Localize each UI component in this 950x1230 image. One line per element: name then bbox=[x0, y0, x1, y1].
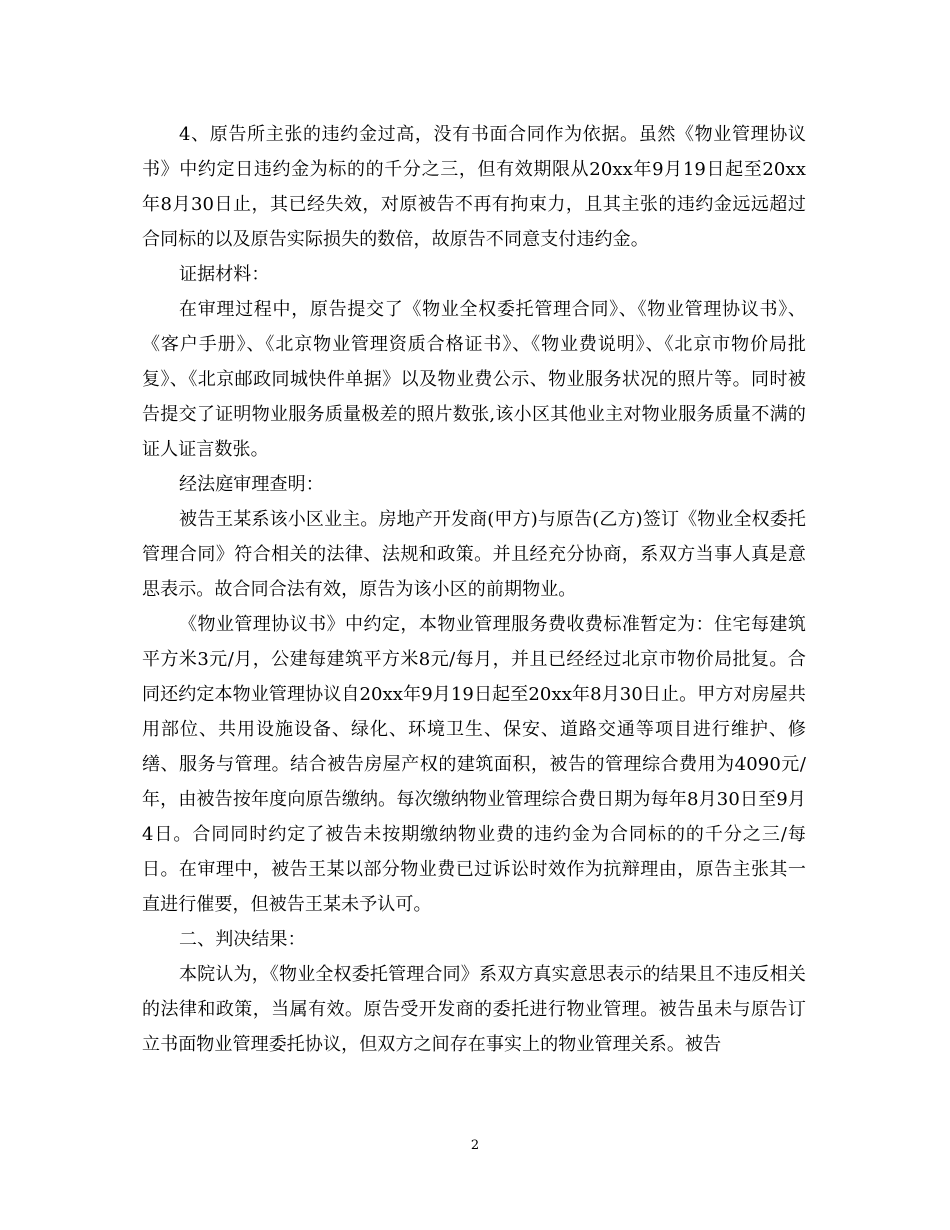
document-body bbox=[142, 117, 806, 1062]
heading-evidence: 证据材料： bbox=[179, 264, 270, 285]
paragraph-findings-contract: 被告王某系该小区业主。房地产开发商(甲方)与原告(乙方)签订《物业全权委托管理合同》符合相关的法律、法规和政策。并且经充分协商，系双方当事人真是意思表示。故合同合法有效，原告为该小区的前期物业。 bbox=[142, 509, 806, 600]
page-number: 2 bbox=[470, 1138, 480, 1153]
heading-judgment: 二、判决结果： bbox=[179, 929, 306, 950]
paragraph-judgment: 本院认为，《物业全权委托管理合同》系双方真实意思表示的结果且不违反相关的法律和政策，当属有效。原告受开发商的委托进行物业管理。被告虽未与原告订立书面物业管理委托协议，但双方之间存在事实上的物业管理关系。被告 bbox=[142, 964, 806, 1055]
paragraph-findings-fees: 《物业管理协议书》中约定，本物业管理服务费收费标准暂定为：住宅每建筑平方米3元/月，公建每建筑平方米8元/每月，并且已经经过北京市物价局批复。合同还约定本物业管理协议自20xx年9月19日起至20xx年8月30日止。甲方对房屋共用部位、共用设施设备、绿化、环境卫生、保安、道路交通等项目进行维护、修缮、服务与管理。结合被告房屋产权的建筑面积，被告的管理综合费用为4090元/年，由被告按年度向原告缴纳。每次缴纳物业管理综合费日期为每年8月30日至9月4日。合同同时约定了被告未按期缴纳物业费的违约金为合同标的的千分之三/每日。在审理中，被告王某以部分物业费已过诉讼时效作为抗辩理由，原告主张其一直进行催要，但被告王某未予认可。 bbox=[142, 614, 806, 915]
paragraph-evidence: 在审理过程中，原告提交了《物业全权委托管理合同》、《物业管理协议书》、《客户手册》、《北京物业管理资质合格证书》、《物业费说明》、《北京市物价局批复》、《北京邮政同城快件单据》以及物业费公示、物业服务状况的照片等。同时被告提交了证明物业服务质量极差的照片数张,该小区其他业主对物业服务质量不满的证人证言数张。 bbox=[142, 299, 806, 460]
paragraph-liquidated-damages: 4、原告所主张的违约金过高，没有书面合同作为依据。虽然《物业管理协议书》中约定日违约金为标的的千分之三，但有效期限从20xx年9月19日起至20xx年8月30日止，其已经失效，对原被告不再有拘束力，且其主张的违约金远远超过合同标的以及原告实际损失的数倍，故原告不同意支付违约金。 bbox=[142, 124, 806, 250]
heading-findings: 经法庭审理查明： bbox=[179, 474, 324, 495]
